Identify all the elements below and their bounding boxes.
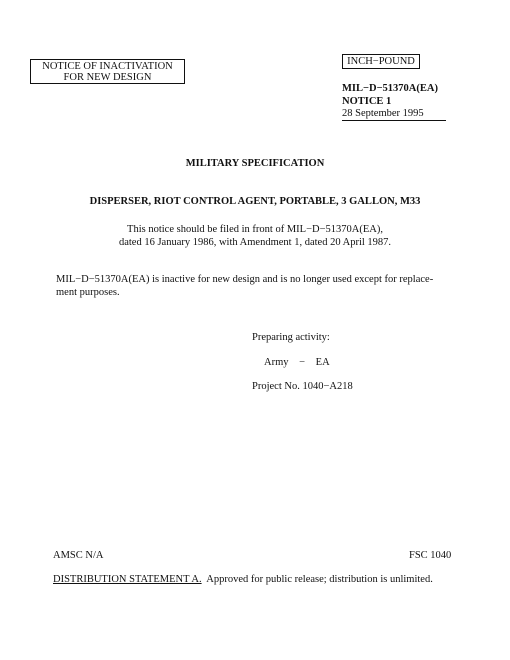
specification-title: MILITARY SPECIFICATION <box>185 158 325 169</box>
distribution-label: DISTRIBUTION STATEMENT A. <box>53 574 202 585</box>
item-title: DISPERSER, RIOT CONTROL AGENT, PORTABLE, 3 GALLON, M33 <box>89 196 421 207</box>
distribution-text: Approved for public release; distribution is unlimited. <box>201 574 433 585</box>
document-date: 28 September 1995 <box>342 108 424 119</box>
inch-pound-box: INCH−POUND <box>342 54 420 69</box>
filing-instructions <box>0 223 510 249</box>
notice-box-line-2: FOR NEW DESIGN <box>63 72 152 83</box>
notice-box-line-1: NOTICE OF INACTIVATION <box>42 61 173 72</box>
fsc-code: FSC 1040 <box>409 550 452 561</box>
amsc-code: AMSC N/A <box>53 550 104 561</box>
filing-line-1: This notice should be filed in front of MIL−D−51370A(EA), <box>127 224 383 235</box>
inactivation-notice-box <box>30 59 185 84</box>
document-id: MIL−D−51370A(EA) <box>342 83 438 94</box>
filing-line-2: dated 16 January 1986, with Amendment 1, dated 20 April 1987. <box>118 237 392 248</box>
header-rule <box>342 120 446 121</box>
preparing-activity-value: Army − EA <box>264 357 330 368</box>
notice-number: NOTICE 1 <box>342 96 392 107</box>
distribution-statement <box>53 573 433 586</box>
project-number: Project No. 1040−A218 <box>252 381 353 392</box>
preparing-activity-label: Preparing activity: <box>252 332 330 343</box>
inactive-status-paragraph: MIL−D−51370A(EA) is inactive for new design and is no longer used except for replace-ment purposes. <box>56 274 434 298</box>
